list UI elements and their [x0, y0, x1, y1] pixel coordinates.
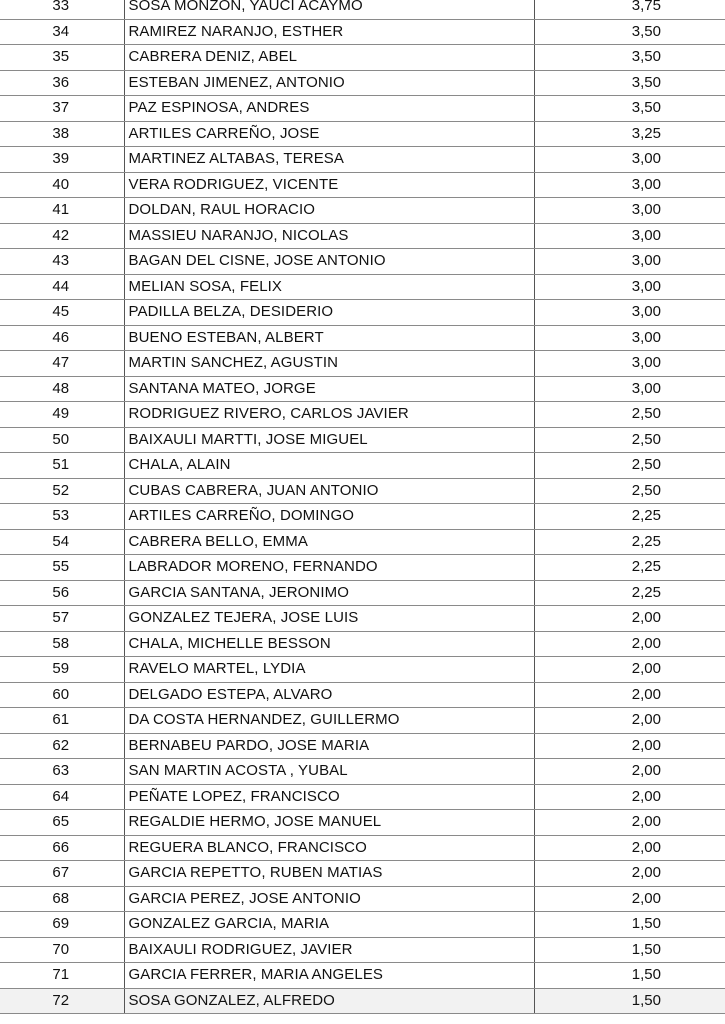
- score-cell[interactable]: 3,50: [534, 19, 725, 45]
- table-row: [0, 172, 725, 198]
- score-cell[interactable]: 3,00: [534, 249, 725, 275]
- name-cell[interactable]: CABRERA DENIZ, ABEL: [124, 45, 534, 71]
- table-row: [0, 504, 725, 530]
- table-row: [0, 784, 725, 810]
- table-row: [0, 0, 725, 19]
- score-cell[interactable]: 1,50: [534, 912, 725, 938]
- table-row: [0, 249, 725, 275]
- rank-cell[interactable]: 57: [0, 606, 124, 632]
- name-cell[interactable]: PAZ ESPINOSA, ANDRES: [124, 96, 534, 122]
- score-cell[interactable]: 2,50: [534, 478, 725, 504]
- rank-cell[interactable]: 65: [0, 810, 124, 836]
- rank-cell[interactable]: 56: [0, 580, 124, 606]
- rank-cell[interactable]: 35: [0, 45, 124, 71]
- table-row: [0, 759, 725, 785]
- rank-cell[interactable]: 39: [0, 147, 124, 173]
- score-cell[interactable]: 2,00: [534, 810, 725, 836]
- score-cell[interactable]: 2,00: [534, 759, 725, 785]
- rank-cell[interactable]: 54: [0, 529, 124, 555]
- table-row: [0, 861, 725, 887]
- score-cell[interactable]: 2,25: [534, 580, 725, 606]
- table-row: [0, 325, 725, 351]
- score-cell[interactable]: 2,00: [534, 657, 725, 683]
- table-row: [0, 555, 725, 581]
- score-cell[interactable]: 2,00: [534, 606, 725, 632]
- rank-cell[interactable]: 38: [0, 121, 124, 147]
- name-cell[interactable]: BAGAN DEL CISNE, JOSE ANTONIO: [124, 249, 534, 275]
- score-cell[interactable]: 2,00: [534, 886, 725, 912]
- name-cell[interactable]: GARCIA REPETTO, RUBEN MATIAS: [124, 861, 534, 887]
- score-cell[interactable]: 3,50: [534, 96, 725, 122]
- rank-cell[interactable]: 64: [0, 784, 124, 810]
- table-row: [0, 963, 725, 989]
- table-row: [0, 300, 725, 326]
- name-cell[interactable]: BAIXAULI RODRIGUEZ, JAVIER: [124, 937, 534, 963]
- score-cell[interactable]: 1,50: [534, 937, 725, 963]
- rank-cell[interactable]: 36: [0, 70, 124, 96]
- name-cell[interactable]: RAMIREZ NARANJO, ESTHER: [124, 19, 534, 45]
- score-cell[interactable]: 2,00: [534, 708, 725, 734]
- rank-cell[interactable]: 47: [0, 351, 124, 377]
- name-cell[interactable]: SOSA MONZON, YAUCI ACAYMO: [124, 0, 534, 19]
- score-cell[interactable]: 3,75: [534, 0, 725, 19]
- name-cell[interactable]: GONZALEZ TEJERA, JOSE LUIS: [124, 606, 534, 632]
- score-cell[interactable]: 3,00: [534, 172, 725, 198]
- name-cell[interactable]: PEÑATE LOPEZ, FRANCISCO: [124, 784, 534, 810]
- score-cell[interactable]: 2,25: [534, 555, 725, 581]
- score-cell[interactable]: 3,50: [534, 45, 725, 71]
- score-cell[interactable]: 2,00: [534, 784, 725, 810]
- score-cell[interactable]: 2,50: [534, 453, 725, 479]
- table-row: [0, 988, 725, 1014]
- name-cell[interactable]: LABRADOR MORENO, FERNANDO: [124, 555, 534, 581]
- table-row: [0, 45, 725, 71]
- table-row: [0, 580, 725, 606]
- name-cell[interactable]: MASSIEU NARANJO, NICOLAS: [124, 223, 534, 249]
- table-row: [0, 427, 725, 453]
- score-cell[interactable]: 2,00: [534, 835, 725, 861]
- score-cell[interactable]: 3,00: [534, 223, 725, 249]
- table-row: [0, 223, 725, 249]
- name-cell[interactable]: CUBAS CABRERA, JUAN ANTONIO: [124, 478, 534, 504]
- score-cell[interactable]: 3,25: [534, 121, 725, 147]
- name-cell[interactable]: ARTILES CARREÑO, DOMINGO: [124, 504, 534, 530]
- rank-cell[interactable]: 58: [0, 631, 124, 657]
- rank-cell[interactable]: 52: [0, 478, 124, 504]
- name-cell[interactable]: DOLDAN, RAUL HORACIO: [124, 198, 534, 224]
- name-cell[interactable]: GARCIA FERRER, MARIA ANGELES: [124, 963, 534, 989]
- score-cell[interactable]: 1,50: [534, 963, 725, 989]
- table-row: [0, 912, 725, 938]
- name-cell[interactable]: SAN MARTIN ACOSTA , YUBAL: [124, 759, 534, 785]
- name-cell[interactable]: GARCIA SANTANA, JERONIMO: [124, 580, 534, 606]
- rank-cell[interactable]: 67: [0, 861, 124, 887]
- rank-cell[interactable]: 61: [0, 708, 124, 734]
- rank-cell[interactable]: 44: [0, 274, 124, 300]
- score-cell[interactable]: 3,00: [534, 147, 725, 173]
- table-row: [0, 886, 725, 912]
- score-cell[interactable]: 3,00: [534, 376, 725, 402]
- score-cell[interactable]: 3,50: [534, 70, 725, 96]
- name-cell[interactable]: RAVELO MARTEL, LYDIA: [124, 657, 534, 683]
- table-row: [0, 198, 725, 224]
- name-cell[interactable]: GARCIA PEREZ, JOSE ANTONIO: [124, 886, 534, 912]
- score-cell[interactable]: 3,00: [534, 274, 725, 300]
- table-row: [0, 810, 725, 836]
- table-row: [0, 529, 725, 555]
- rank-cell[interactable]: 71: [0, 963, 124, 989]
- name-cell[interactable]: CHALA, ALAIN: [124, 453, 534, 479]
- name-cell[interactable]: MARTINEZ ALTABAS, TERESA: [124, 147, 534, 173]
- table-row: [0, 274, 725, 300]
- score-cell[interactable]: 2,50: [534, 402, 725, 428]
- rank-cell[interactable]: 40: [0, 172, 124, 198]
- table-row: [0, 402, 725, 428]
- name-cell[interactable]: VERA RODRIGUEZ, VICENTE: [124, 172, 534, 198]
- name-cell[interactable]: SOSA GONZALEZ, ALFREDO: [124, 988, 534, 1014]
- score-cell[interactable]: 3,00: [534, 300, 725, 326]
- score-cell[interactable]: 2,25: [534, 529, 725, 555]
- score-cell[interactable]: 2,50: [534, 427, 725, 453]
- table-row: [0, 70, 725, 96]
- table-row: [0, 376, 725, 402]
- score-cell[interactable]: 1,50: [534, 988, 725, 1014]
- table-row: [0, 96, 725, 122]
- rank-cell[interactable]: 60: [0, 682, 124, 708]
- rank-cell[interactable]: 43: [0, 249, 124, 275]
- rank-cell[interactable]: 55: [0, 555, 124, 581]
- score-cell[interactable]: 2,00: [534, 631, 725, 657]
- rank-cell[interactable]: 37: [0, 96, 124, 122]
- name-cell[interactable]: BUENO ESTEBAN, ALBERT: [124, 325, 534, 351]
- score-cell[interactable]: 2,00: [534, 861, 725, 887]
- table-row: [0, 478, 725, 504]
- name-cell[interactable]: CHALA, MICHELLE BESSON: [124, 631, 534, 657]
- name-cell[interactable]: REGALDIE HERMO, JOSE MANUEL: [124, 810, 534, 836]
- rank-cell[interactable]: 68: [0, 886, 124, 912]
- table-row: [0, 733, 725, 759]
- rank-cell[interactable]: 42: [0, 223, 124, 249]
- name-cell[interactable]: DA COSTA HERNANDEZ, GUILLERMO: [124, 708, 534, 734]
- rank-cell[interactable]: 59: [0, 657, 124, 683]
- score-cell[interactable]: 3,00: [534, 351, 725, 377]
- score-cell[interactable]: 2,25: [534, 504, 725, 530]
- name-cell[interactable]: RODRIGUEZ RIVERO, CARLOS JAVIER: [124, 402, 534, 428]
- rank-cell[interactable]: 69: [0, 912, 124, 938]
- rank-cell[interactable]: 51: [0, 453, 124, 479]
- rank-cell[interactable]: 72: [0, 988, 124, 1014]
- table-row: [0, 147, 725, 173]
- table-row: [0, 19, 725, 45]
- name-cell[interactable]: CABRERA BELLO, EMMA: [124, 529, 534, 555]
- name-cell[interactable]: MARTIN SANCHEZ, AGUSTIN: [124, 351, 534, 377]
- rank-cell[interactable]: 48: [0, 376, 124, 402]
- name-cell[interactable]: REGUERA BLANCO, FRANCISCO: [124, 835, 534, 861]
- rank-cell[interactable]: 53: [0, 504, 124, 530]
- name-cell[interactable]: SANTANA MATEO, JORGE: [124, 376, 534, 402]
- rank-cell[interactable]: 41: [0, 198, 124, 224]
- table-row: [0, 835, 725, 861]
- table-row: [0, 121, 725, 147]
- rank-cell[interactable]: 66: [0, 835, 124, 861]
- rank-cell[interactable]: 33: [0, 0, 124, 19]
- table-row: [0, 606, 725, 632]
- table-row: [0, 682, 725, 708]
- name-cell[interactable]: GONZALEZ GARCIA, MARIA: [124, 912, 534, 938]
- table-row: [0, 708, 725, 734]
- table-row: [0, 631, 725, 657]
- score-cell[interactable]: 3,00: [534, 198, 725, 224]
- name-cell[interactable]: PADILLA BELZA, DESIDERIO: [124, 300, 534, 326]
- rank-cell[interactable]: 50: [0, 427, 124, 453]
- score-cell[interactable]: 3,00: [534, 325, 725, 351]
- table-row: [0, 453, 725, 479]
- name-cell[interactable]: ARTILES CARREÑO, JOSE: [124, 121, 534, 147]
- rank-cell[interactable]: 63: [0, 759, 124, 785]
- rank-cell[interactable]: 34: [0, 19, 124, 45]
- table-row: [0, 937, 725, 963]
- score-cell[interactable]: 2,00: [534, 682, 725, 708]
- rank-cell[interactable]: 62: [0, 733, 124, 759]
- table-row: [0, 351, 725, 377]
- name-cell[interactable]: MELIAN SOSA, FELIX: [124, 274, 534, 300]
- name-cell[interactable]: BERNABEU PARDO, JOSE MARIA: [124, 733, 534, 759]
- name-cell[interactable]: BAIXAULI MARTTI, JOSE MIGUEL: [124, 427, 534, 453]
- rank-cell[interactable]: 70: [0, 937, 124, 963]
- rank-cell[interactable]: 45: [0, 300, 124, 326]
- name-cell[interactable]: ESTEBAN JIMENEZ, ANTONIO: [124, 70, 534, 96]
- table-row: [0, 657, 725, 683]
- rank-cell[interactable]: 49: [0, 402, 124, 428]
- rank-cell[interactable]: 46: [0, 325, 124, 351]
- name-cell[interactable]: DELGADO ESTEPA, ALVARO: [124, 682, 534, 708]
- score-cell[interactable]: 2,00: [534, 733, 725, 759]
